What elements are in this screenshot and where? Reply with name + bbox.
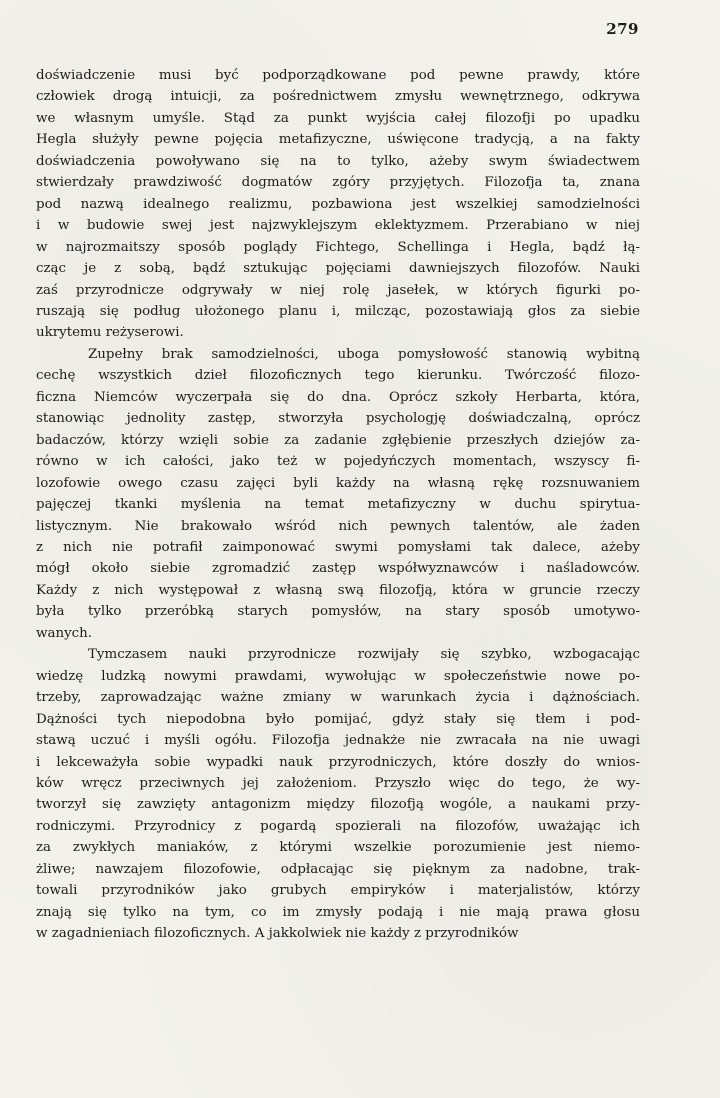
text-line: ukrytemu reżyserowi. <box>36 325 184 341</box>
text-line: mógł około siebie zgromadzić zastęp współwyznawców i naśladowców. <box>36 561 640 577</box>
text-line: ficzna Niemców wyczerpała się do dna. Oprócz szkoły Herbarta, która, <box>36 389 640 405</box>
text-line: ruszają się podług ułożonego planu i, milcząc, pozostawiają głos za siebie <box>36 303 640 319</box>
text-line: badaczów, którzy wzięli sobie za zadanie zgłębienie przeszłych dziejów za- <box>36 432 640 448</box>
text-line: i lekceważyła sobie wypadki nauk przyrodniczych, które doszły do wnios- <box>36 754 640 770</box>
text-line: rodniczymi. Przyrodnicy z pogardą spozierali na filozofów, uważając ich <box>36 818 640 834</box>
text-line: równo w ich całości, jako też w pojedyńczych momentach, wszyscy fi- <box>36 454 640 470</box>
paragraph <box>36 344 640 644</box>
text-line: człowiek drogą intuicji, za pośrednictwem zmysłu wewnętrznego, odkrywa <box>36 89 640 105</box>
text-line: stwierdzały prawdziwość dogmatów zgóry przyjętych. Filozofja ta, znana <box>36 175 640 191</box>
text-line: wanych. <box>36 625 93 641</box>
text-line: żliwe; nawzajem filozofowie, odpłacając się pięknym za nadobne, trak- <box>36 861 640 877</box>
text-line: pajęczej tkanki myślenia na temat metafizyczny w duchu spirytua- <box>36 497 640 513</box>
text-line: cząc je z sobą, bądź sztukując pojęciami dawniejszych filozofów. Nauki <box>36 261 640 277</box>
text-line: znają się tylko na tym, co im zmysły podają i nie mają prawa głosu <box>36 904 640 920</box>
text-line: Tymczasem nauki przyrodnicze rozwijały się szybko, wzbogacając <box>88 647 640 663</box>
text-line: pod nazwą idealnego realizmu, pozbawiona jest wszelkiej samodzielności <box>36 196 640 212</box>
text-line: listycznym. Nie brakowało wśród nich pewnych talentów, ale żaden <box>36 518 640 534</box>
text-line: z nich nie potrafił zaimponować swymi pomysłami tak dalece, ażeby <box>36 539 640 555</box>
text-line: trzeby, zaprowadzając ważne zmiany w warunkach życia i dążnościach. <box>36 690 640 706</box>
text-line: w najrozmaitszy sposób poglądy Fichtego, Schellinga i Hegla, bądź łą- <box>36 239 640 255</box>
text-line: wiedzę ludzką nowymi prawdami, wywołując w społeczeństwie nowe po- <box>36 668 640 684</box>
text-line: i w budowie swej jest najzwyklejszym eklektyzmem. Przerabiano w niej <box>36 218 640 234</box>
text-line: Hegla służyły pewne pojęcia metafizyczne, uświęcone tradycją, a na fakty <box>36 132 640 148</box>
text-line: we własnym umyśle. Stąd za punkt wyjścia całej filozofji po upadku <box>36 110 640 126</box>
paragraph <box>36 65 640 344</box>
text-line: zaś przyrodnicze odgrywały w niej rolę jasełek, w których figurki po- <box>36 282 640 298</box>
text-line: Dążności tych niepodobna było pomijać, gdyż stały się tłem i pod- <box>36 711 640 727</box>
text-line: w zagadnieniach filozoficznych. A jakkolwiek nie każdy z przyrodników <box>36 926 519 942</box>
text-line: była tylko przeróbką starych pomysłów, na stary sposób umotywo- <box>36 604 640 620</box>
text-line: doświadczenie musi być podporządkowane pod pewne prawdy, które <box>36 68 640 83</box>
text-line: doświadczenia powoływano się na to tylko, ażeby swym świadectwem <box>36 153 640 169</box>
text-line: Każdy z nich występował z własną swą filozofją, która w gruncie rzeczy <box>36 582 640 598</box>
body-text <box>36 65 640 945</box>
text-line: cechę wszystkich dzieł filozoficznych tego kierunku. Twórczość filozo- <box>36 368 640 384</box>
text-line: tworzył się zawzięty antagonizm między filozofją wogóle, a naukami przy- <box>36 797 640 813</box>
text-line: stawą uczuć i myśli ogółu. Filozofja jednakże nie zwracała na nie uwagi <box>36 733 640 749</box>
text-line: ków wręcz przeciwnych jej założeniom. Przyszło więc do tego, że wy- <box>36 775 640 791</box>
page-number: 279 <box>606 20 639 38</box>
paragraph <box>36 644 640 944</box>
text-line: lozofowie owego czasu zajęci byli każdy na własną rękę rozsnuwaniem <box>36 475 640 491</box>
text-line: stanowiąc jednolity zastęp, stworzyła psychologję doświadczalną, oprócz <box>36 411 640 427</box>
text-line: za zwykłych maniaków, z którymi wszelkie porozumienie jest niemo- <box>36 840 640 856</box>
text-line: Zupełny brak samodzielności, uboga pomysłowość stanowią wybitną <box>88 346 640 362</box>
text-line: towali przyrodników jako grubych empiryków i materjalistów, którzy <box>36 883 640 899</box>
